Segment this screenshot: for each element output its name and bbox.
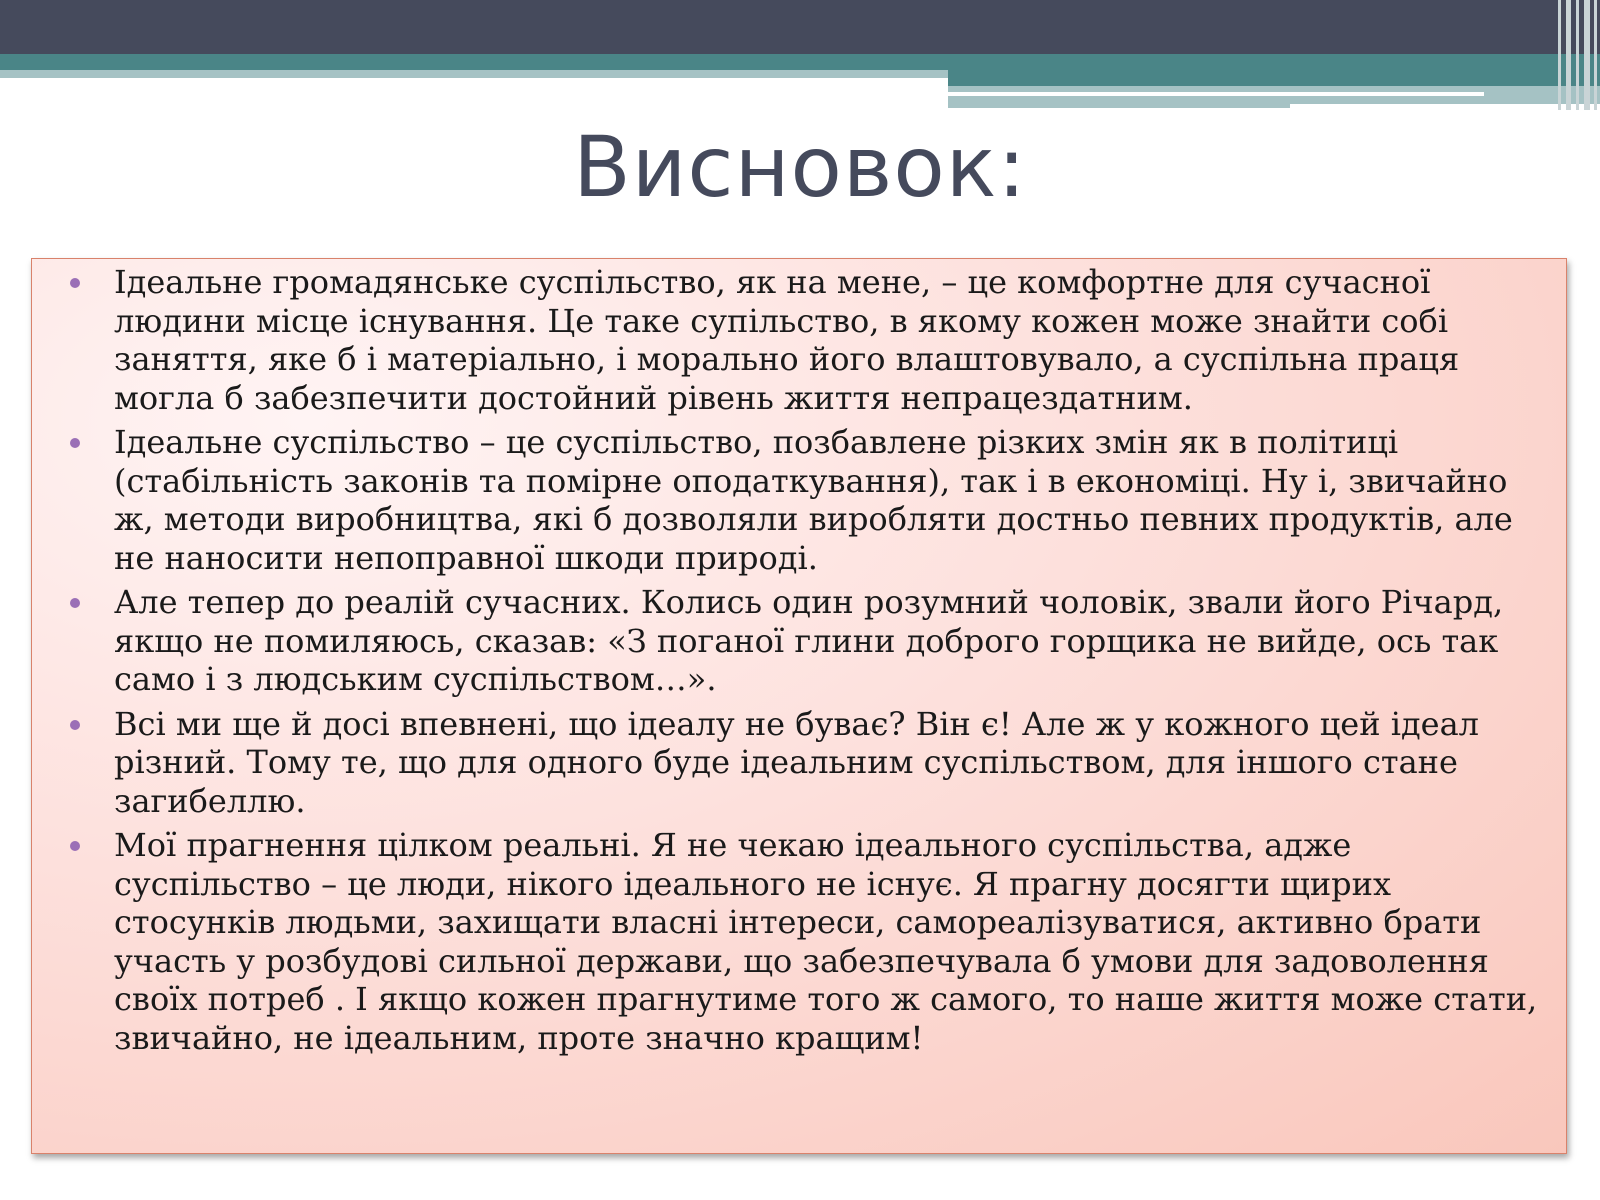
slide-title: Висновок:	[573, 118, 1027, 216]
bullet-list	[32, 259, 1566, 1057]
bullet-item	[32, 826, 1540, 1057]
bullet-text: Але тепер до реалій сучасних. Колись один розумний чоловік, звали його Річард, якщо не помиляюсь, сказав: «З поганої глини доброго горщика не вийде, ось так само і з людським суспільством…».	[114, 583, 1504, 698]
bullet-text: Всі ми ще й досі впевнені, що ідеалу не буває? Він є! Але ж у кожного цей ідеал різний. Тому те, що для одного буде ідеальним суспільством, для іншого стане загибеллю.	[114, 704, 1479, 820]
bullet-text: Мої прагнення цілком реальні. Я не чекаю ідеального суспільства, адже суспільство – це люди, нікого ідеального не існує. Я прагну досягти щирих стосунків людьми, захищати власні інтереси, самореалізуватися, активно брати участь у розбудові сильної держави, що забезпечувала б умови для задоволення своїх потреб . І якщо кожен прагнутиме того ж самого, то наше життя може стати, звичайно, не ідеальним, проте значно кращим!	[114, 826, 1538, 1057]
header-bar-light-left	[0, 70, 948, 78]
bullet-item	[32, 423, 1540, 577]
content-box	[31, 258, 1567, 1154]
bullet-icon	[70, 438, 80, 448]
bullet-icon	[70, 720, 80, 730]
header-bar-teal-right	[948, 70, 1600, 86]
header-line	[948, 92, 1484, 96]
corner-stripes	[1554, 0, 1600, 110]
header-bar-dark	[0, 0, 1600, 54]
bullet-item	[32, 263, 1540, 417]
bullet-icon	[70, 278, 80, 288]
bullet-item	[32, 705, 1540, 821]
bullet-text: Ідеальне суспільство – це суспільство, позбавлене різких змін як в політиці (стабільність законів та помірне оподаткування), так і в економіці. Ну і, звичайно ж, методи виробництва, які б дозволяли виробляти достньо певних продуктів, але не наносити непоправної шкоди природі.	[114, 423, 1513, 577]
bullet-icon	[70, 841, 80, 851]
bullet-icon	[70, 598, 80, 608]
header-bar-teal	[0, 54, 1600, 70]
bullet-text: Ідеальне громадянське суспільство, як на мене, – це комфортне для сучасної людини місце існування. Це таке супільство, в якому кожен може знайти собі заняття, яке б і матеріально, і морально його влаштовувало, а суспільна праця могла б забезпечити достойний рівень життя непрацездатним.	[114, 263, 1460, 417]
bullet-item	[32, 583, 1540, 699]
